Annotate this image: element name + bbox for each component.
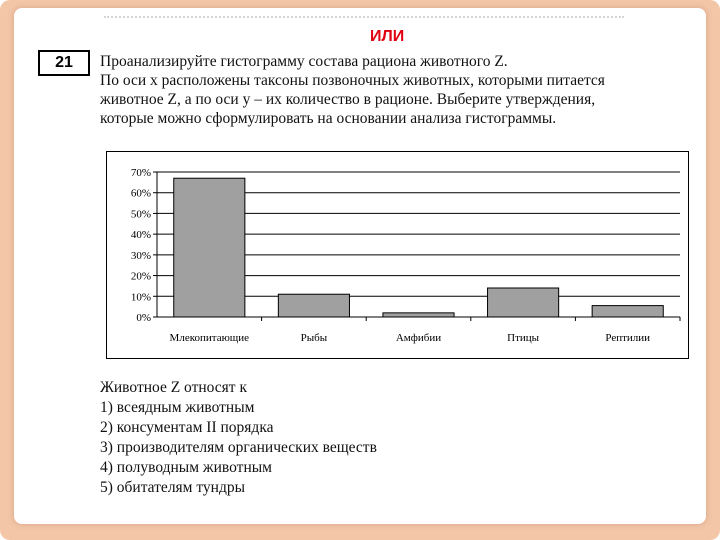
bar xyxy=(278,294,349,317)
y-tick-label: 0% xyxy=(136,312,151,324)
y-tick-label: 40% xyxy=(130,229,151,242)
x-category-label: Млекопитающие xyxy=(169,332,250,344)
document-page xyxy=(14,8,706,524)
question-line: Проанализируйте гистограмму состава рациона животного Z. xyxy=(100,53,508,70)
answer-option-3: 3) производителям органических веществ xyxy=(100,439,377,456)
answer-options xyxy=(100,378,700,498)
y-tick-label: 70% xyxy=(130,167,151,179)
y-tick-label: 50% xyxy=(130,208,151,221)
bar xyxy=(488,288,559,317)
bar xyxy=(592,306,663,317)
y-tick-label: 30% xyxy=(130,249,151,262)
x-category-label: Рептилии xyxy=(605,332,651,344)
histogram-chart xyxy=(106,151,689,359)
x-category-label: Амфибии xyxy=(395,332,442,344)
answer-option-1: 1) всеядным животным xyxy=(100,399,255,416)
bar xyxy=(174,178,245,317)
question-text xyxy=(100,52,700,128)
y-tick-label: 10% xyxy=(130,291,151,304)
bar xyxy=(383,313,454,317)
histogram-svg xyxy=(107,152,690,360)
question-line: которые можно сформулировать на основании анализа гистограммы. xyxy=(100,110,557,127)
x-category-label: Рыбы xyxy=(300,332,328,344)
answer-option-4: 4) полуводным животным xyxy=(100,459,272,476)
question-line: По оси x расположены таксоны позвоночных животных, которыми питается xyxy=(100,72,605,89)
answer-option-5: 5) обитателям тундры xyxy=(100,479,246,496)
top-cut-line xyxy=(104,8,624,18)
y-tick-label: 20% xyxy=(130,270,151,283)
or-heading: ИЛИ xyxy=(370,28,405,45)
answers-intro: Животное Z относят к xyxy=(100,379,247,396)
answer-option-2: 2) консументам II порядка xyxy=(100,419,274,436)
question-line: животное Z, а по оси y – их количество в рационе. Выберите утверждения, xyxy=(100,91,596,108)
y-tick-label: 60% xyxy=(130,187,151,200)
question-number: 21 xyxy=(38,50,90,76)
x-category-label: Птицы xyxy=(507,332,540,344)
